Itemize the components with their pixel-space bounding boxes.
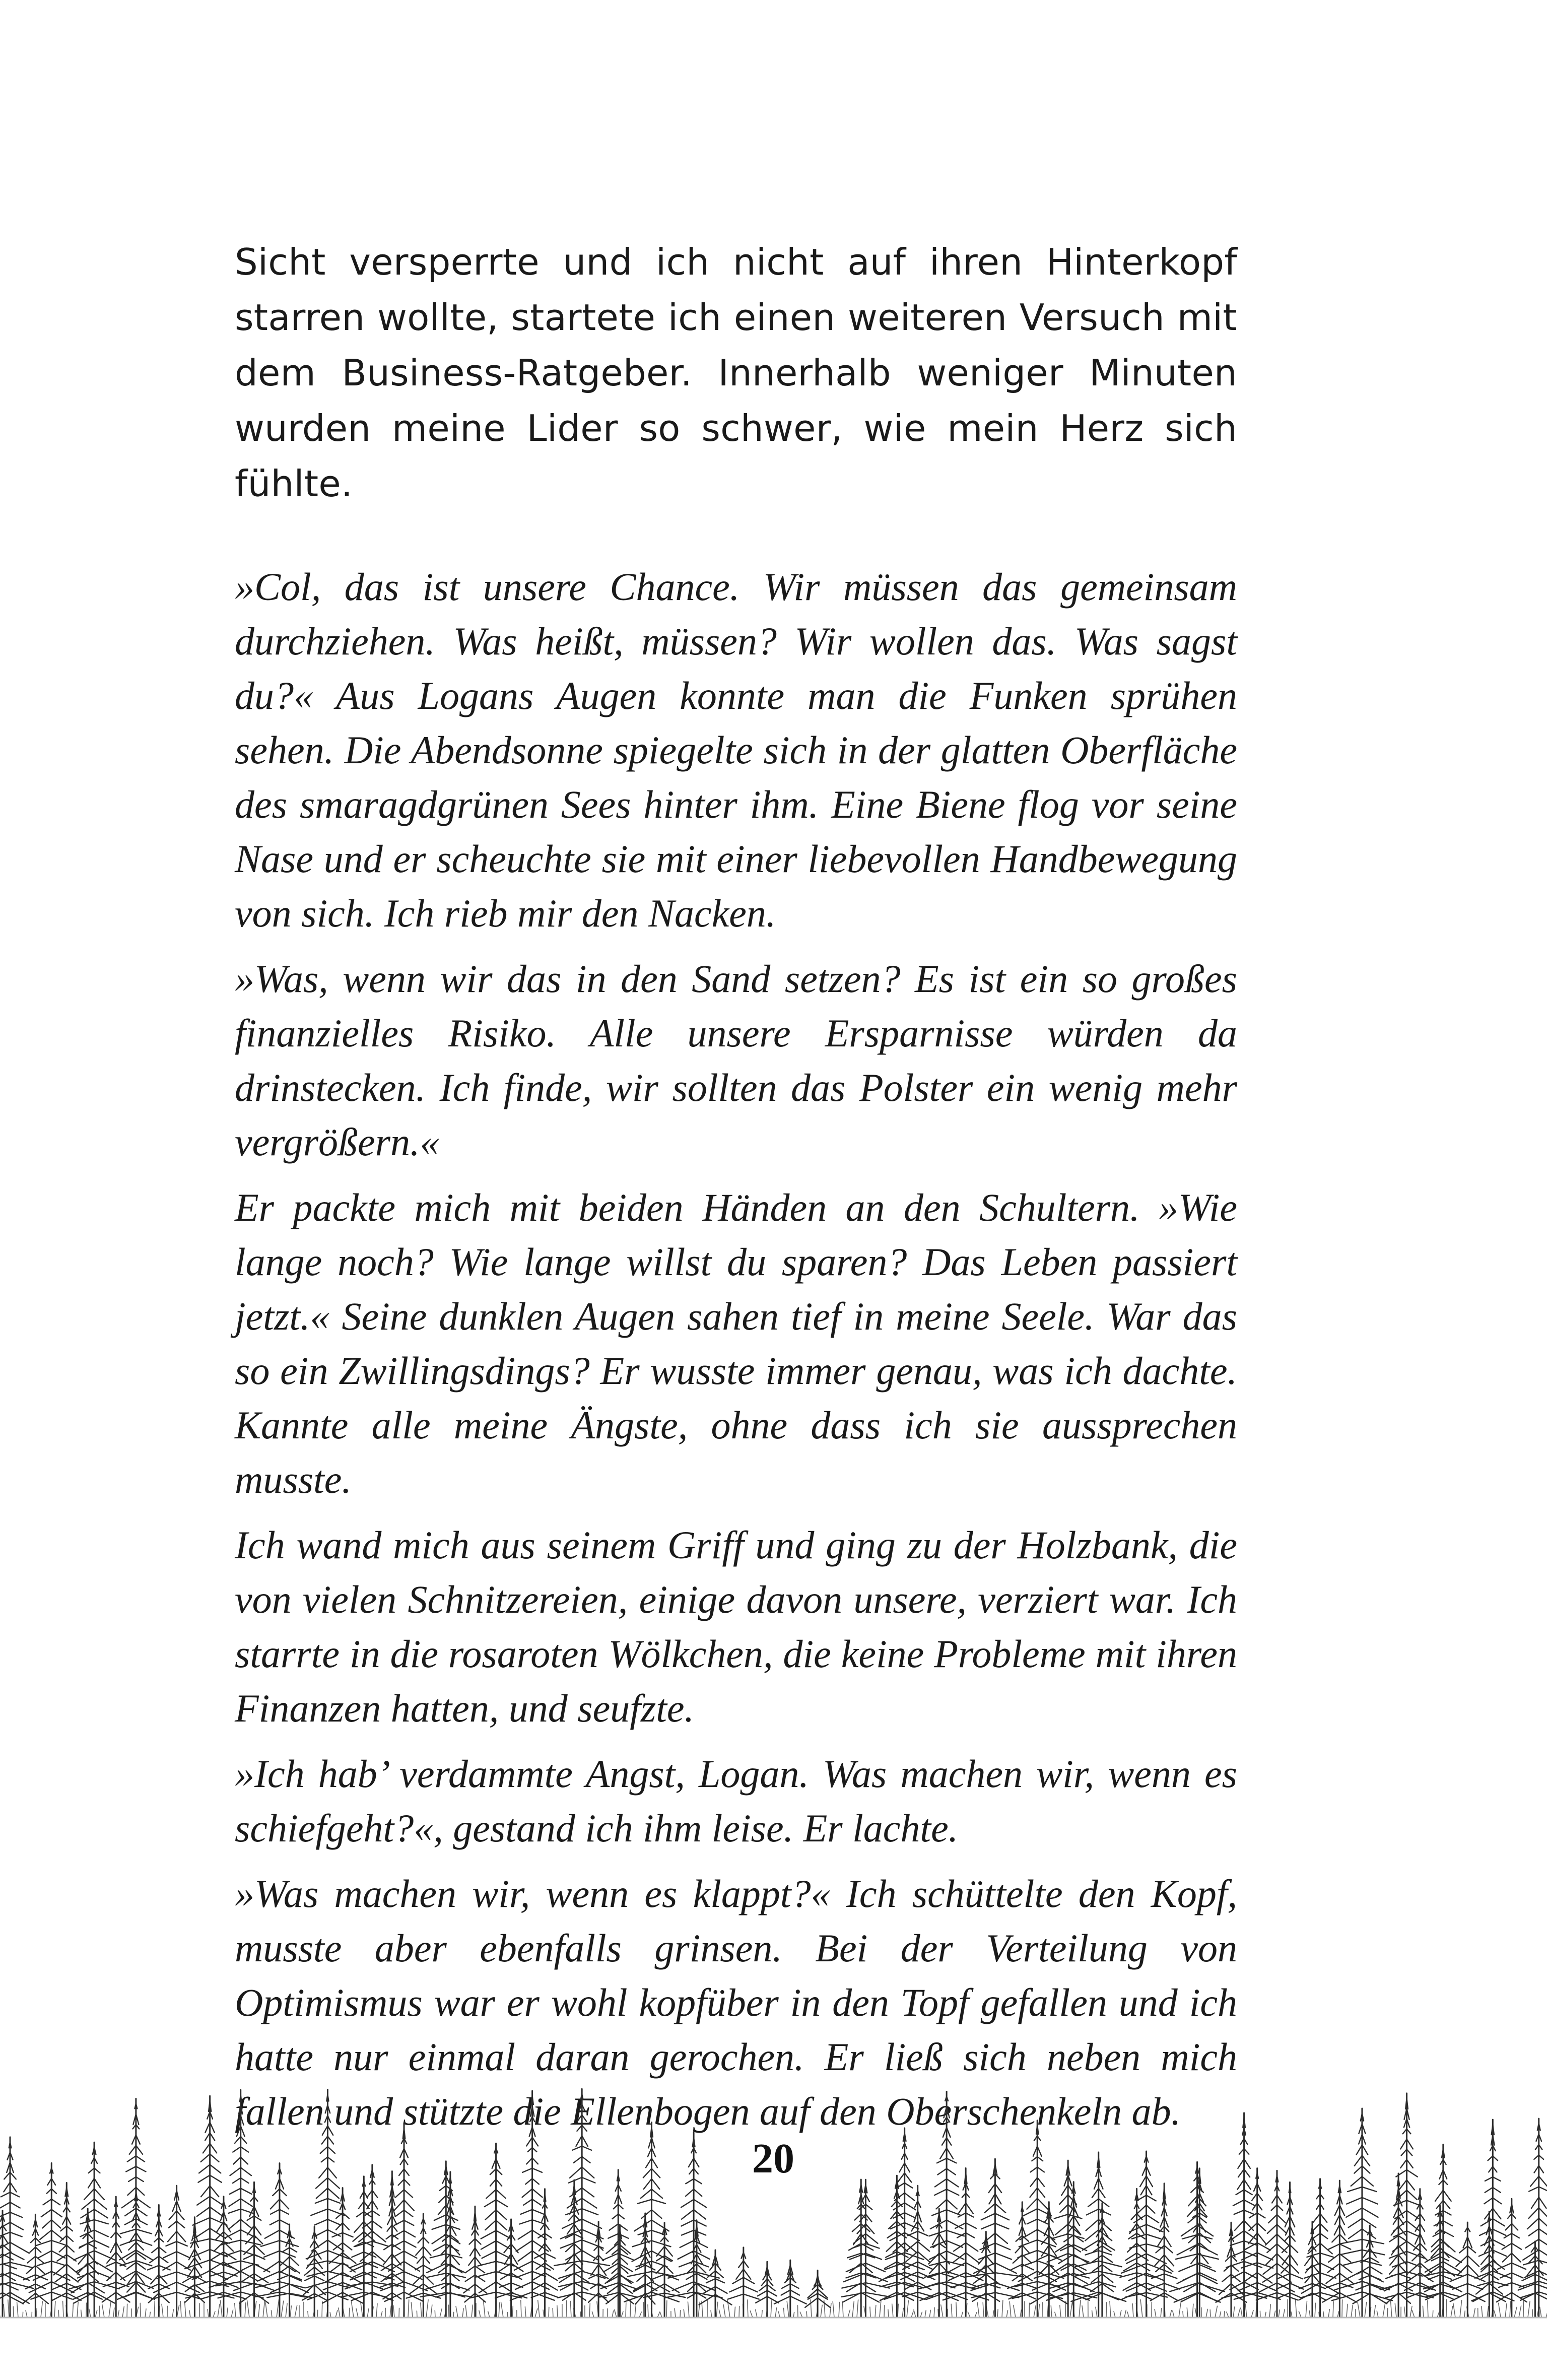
- pine-forest-illustration: [0, 2081, 1547, 2380]
- tree-branches: [1519, 2124, 1547, 2298]
- tree-branches: [0, 2216, 23, 2304]
- section-break: [235, 511, 1237, 560]
- paragraph-2: »Col, das ist unsere Chance. Wir müssen das gemeinsam durchziehen. Was heißt, müssen? Wir wollen das. Was sagst du?« Aus Logans Augen konnte man die Funken sprühen sehen. Die Abendsonne spiegelte sich in der glatten Oberfläche des smaragdgrünen Sees hinter ihm. Eine Biene flog vor seine Nase und er scheuchte sie mit einer liebevollen Handbewegung von sich. Ich rieb mir den Nacken.: [235, 565, 1237, 935]
- paragraph-3: »Was, wenn wir das in den Sand setzen? Es ist ein so großes finanzielles Risiko. Alle unsere Ersparnisse würden da drinstecken. Ich finde, wir sollten das Polster ein wenig mehr vergrößern.«: [235, 957, 1237, 1164]
- paragraph-4: Er packte mich mit beiden Händen an den Schultern. »Wie lange noch? Wie lange willst du sparen? Das Leben passiert jetzt.« Seine dunklen Augen sahen tief in meine Seele. War das so ein Zwillingsdings? Er wusste immer genau, was ich dachte. Kannte alle meine Ängste, ohne dass ich sie aussprechen musste.: [235, 1185, 1237, 1501]
- page-body: [235, 234, 1237, 2139]
- paragraph-1: Sicht versperrte und ich nicht auf ihren Hinterkopf starren wollte, startete ich einen weiteren Versuch mit dem Business-Ratgeber. Innerhalb weniger Minuten wurden meine Lider so schwer, wie mein Herz sich fühlte.: [235, 241, 1237, 505]
- page-number: 20: [723, 2134, 824, 2184]
- paragraph-7: »Was machen wir, wenn es klappt?« Ich schüttelte den Kopf, musste aber ebenfalls grinsen. Bei der Verteilung von Optimismus war er wohl kopfüber in den Topf gefallen und ich hatte nur einmal daran gerochen. Er ließ sich neben mich fallen und stützte die Ellenbogen auf den Oberschenkeln ab.: [235, 1872, 1237, 2133]
- paragraph-6: »Ich hab’ verdammte Angst, Logan. Was machen wir, wenn es schiefgeht?«, gestand ich ihm leise. Er lachte.: [235, 1752, 1237, 1850]
- paragraph-5: Ich wand mich aus seinem Griff und ging zu der Holzbank, die von vielen Schnitzereien, einige davon unsere, verziert war. Ich starrte in die rosaroten Wölkchen, die keine Probleme mit ihren Finanzen hatten, und seufzte.: [235, 1523, 1237, 1730]
- grass-strokes: [0, 2299, 1547, 2318]
- tree-branches: [0, 2142, 33, 2303]
